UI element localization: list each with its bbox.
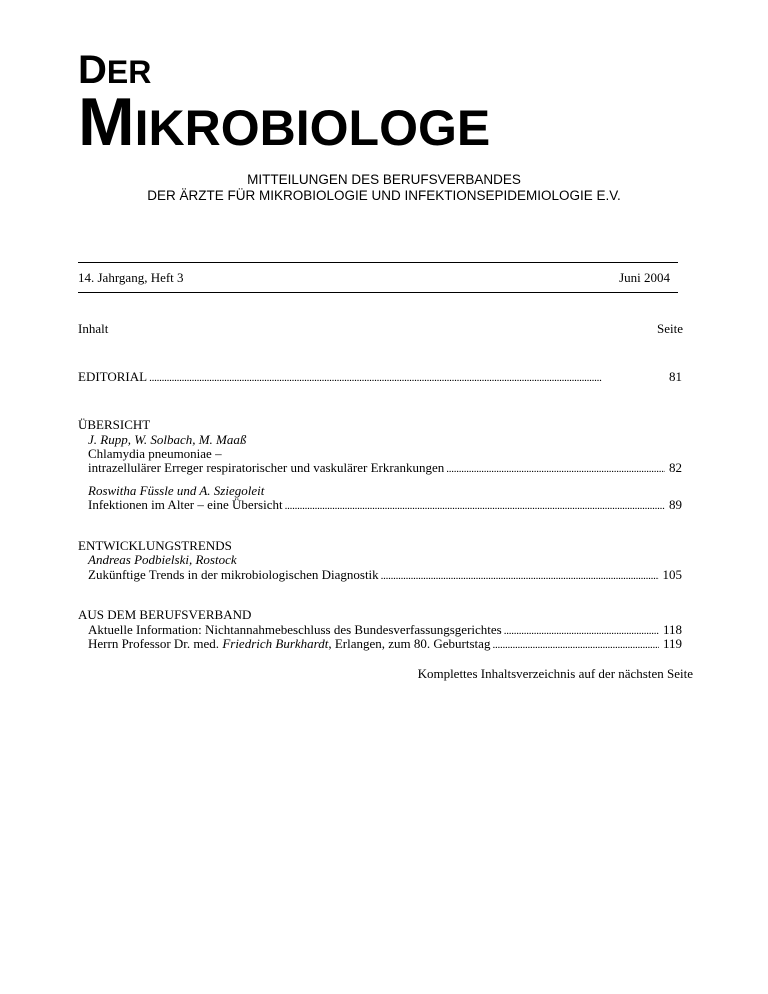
divider-bottom — [78, 292, 678, 293]
toc-entry-title: Infektionen im Alter – eine Übersicht — [88, 497, 283, 512]
toc-leader-dots — [492, 636, 659, 653]
toc-entry-page: 119 — [662, 636, 682, 651]
toc-entry-title: Aktuelle Information: Nichtannahmebeschluss des Bundesverfassungsgerichtes — [88, 622, 502, 637]
toc-header-label: Inhalt — [78, 321, 109, 336]
issue-volume: 14. Jahrgang, Heft 3 — [78, 270, 184, 285]
toc-entry-geburtstag[interactable] — [88, 636, 682, 653]
toc-leader-dots — [285, 497, 665, 514]
toc-entry-editorial[interactable] — [78, 369, 682, 386]
toc-section-heading: AUS DEM BERUFSVERBAND — [78, 607, 252, 622]
toc-leader-dots — [381, 567, 659, 584]
toc-entry-title: Chlamydia pneumoniae – — [88, 446, 222, 461]
masthead-der-rest: ER — [106, 54, 152, 90]
toc-entry-page: 118 — [662, 622, 682, 637]
toc-entry-page: 105 — [662, 567, 682, 582]
masthead-title-initial: M — [78, 84, 135, 160]
toc-entry-title: EDITORIAL — [78, 369, 148, 384]
toc-leader-dots — [149, 369, 665, 386]
toc-header-page-label: Seite — [657, 321, 683, 336]
subtitle-line-2: DER ÄRZTE FÜR MIKROBIOLOGIE UND INFEKTIONSEPIDEMIOLOGIE E.V. — [147, 188, 621, 203]
toc-entry-title: Zukünftige Trends in der mikrobiologischen Diagnostik — [88, 567, 379, 582]
toc-entry-page: 89 — [669, 497, 682, 512]
toc-leader-dots — [446, 460, 665, 477]
toc-section-heading: ENTWICKLUNGSTRENDS — [78, 538, 232, 553]
toc-entry-person-name: Friedrich Burkhardt — [222, 636, 329, 651]
toc-entry-title-suffix: , Erlangen, zum 80. Geburtstag — [328, 636, 491, 651]
toc-entry-title — [88, 636, 490, 651]
subtitle-line-1: MITTEILUNGEN DES BERUFSVERBANDES — [247, 172, 521, 187]
toc-entry-authors: Andreas Podbielski, Rostock — [88, 552, 237, 567]
toc-entry-trends[interactable] — [88, 567, 682, 584]
toc-entry-title-prefix: Herrn Professor Dr. med. — [88, 636, 223, 651]
masthead-title-rest: IKROBIOLOGE — [134, 100, 491, 156]
toc-section-heading: ÜBERSICHT — [78, 417, 151, 432]
divider-top — [78, 262, 678, 263]
toc-entry-infektionen[interactable] — [88, 497, 682, 514]
masthead-der-initial: D — [78, 48, 107, 92]
toc-entry-page: 81 — [669, 369, 682, 384]
toc-entry-authors: J. Rupp, W. Solbach, M. Maaß — [88, 432, 247, 447]
toc-entry-title: intrazellulärer Erreger respiratorischer und vaskulärer Erkrankungen — [88, 460, 445, 475]
toc-entry-authors: Roswitha Füssle und A. Sziegoleit — [88, 483, 265, 498]
masthead-title — [78, 84, 491, 160]
toc-entry-chlamydia[interactable] — [88, 460, 682, 477]
issue-date: Juni 2004 — [619, 270, 670, 285]
continuation-note: Komplettes Inhaltsverzeichnis auf der nächsten Seite — [417, 666, 693, 681]
toc-entry-page: 82 — [669, 460, 682, 475]
